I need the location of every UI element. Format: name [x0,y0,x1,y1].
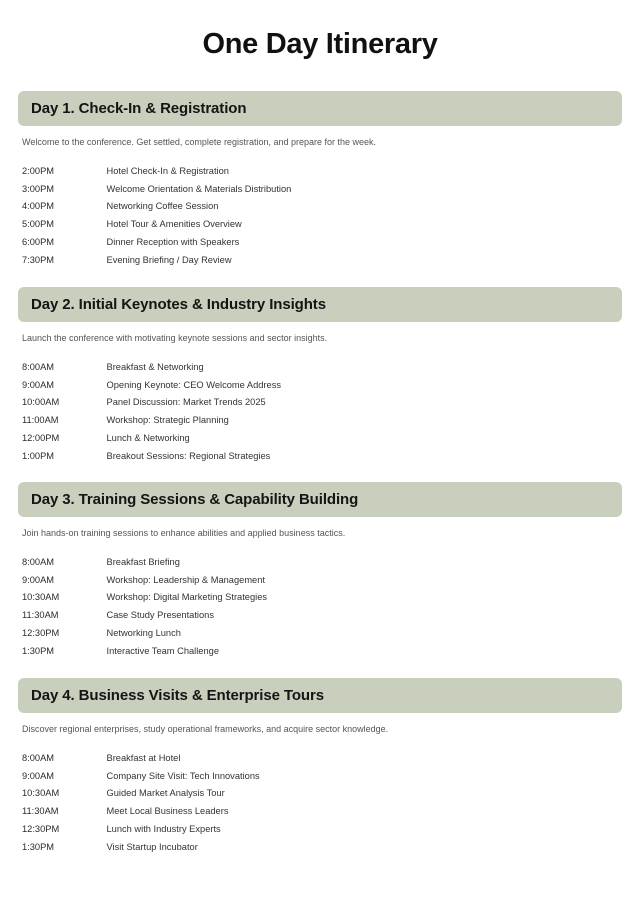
time: 11:30AM [22,806,59,817]
activity: Lunch & Networking [106,433,190,444]
activity: Workshop: Leadership & Management [106,574,265,585]
day-header [18,678,622,713]
time: 12:30PM [22,824,60,835]
day-section-3 [18,482,622,660]
time: 8:00AM [22,361,55,372]
day-section-2 [18,287,622,465]
time: 10:30AM [22,592,60,603]
time: 1:30PM [22,645,55,656]
activity: Meet Local Business Leaders [106,806,229,817]
time: 9:00AM [22,574,55,585]
day-description: Welcome to the conference. Get settled, complete registration, and prepare for the week. [22,137,377,147]
time: 2:00PM [22,165,55,176]
page-title: One Day Itinerary [202,28,438,60]
day-title: Day 2. Initial Keynotes & Industry Insights [31,296,326,313]
activity: Breakfast at Hotel [106,752,181,763]
time: 10:00AM [22,397,60,408]
schedule-row [22,447,622,465]
schedule-row [22,394,622,412]
schedule-row [22,180,622,198]
time: 8:00AM [22,556,55,567]
activity: Interactive Team Challenge [106,645,219,656]
schedule-list [18,162,622,269]
day-section-1 [18,91,622,269]
schedule-row [22,553,622,571]
day-description: Launch the conference with motivating keynote sessions and sector insights. [22,333,328,343]
time: 6:00PM [22,237,55,248]
schedule-list [18,553,622,660]
activity: Breakout Sessions: Regional Strategies [106,450,271,461]
time: 9:00AM [22,770,55,781]
activity: Lunch with Industry Experts [106,824,221,835]
activity: Case Study Presentations [106,610,214,621]
schedule-row [22,571,622,589]
time: 7:30PM [22,254,55,265]
schedule-row [22,251,622,269]
activity: Guided Market Analysis Tour [106,788,225,799]
activity: Dinner Reception with Speakers [106,237,240,248]
schedule-row [22,233,622,251]
activity: Visit Startup Incubator [106,841,198,852]
activity: Company Site Visit: Tech Innovations [106,770,260,781]
schedule-row [22,198,622,216]
schedule-row [22,215,622,233]
time: 5:00PM [22,219,55,230]
activity: Hotel Tour & Amenities Overview [106,219,242,230]
schedule-row [22,802,622,820]
time: 12:30PM [22,628,60,639]
activity: Opening Keynote: CEO Welcome Address [106,379,281,390]
activity: Workshop: Strategic Planning [106,415,229,426]
day-header [18,91,622,126]
time: 10:30AM [22,788,60,799]
schedule-row [22,624,622,642]
schedule-row [22,642,622,660]
schedule-row [22,376,622,394]
day-header [18,287,622,322]
schedule-row [22,820,622,838]
schedule-row [22,606,622,624]
schedule-row [22,589,622,607]
schedule-row [22,358,622,376]
day-description: Join hands-on training sessions to enhance abilities and applied business tactics. [22,528,346,538]
schedule-row [22,429,622,447]
day-title: Day 3. Training Sessions & Capability Building [31,491,359,508]
day-header [18,482,622,517]
activity: Welcome Orientation & Materials Distribution [106,183,292,194]
schedule-list [18,749,622,856]
schedule-row [22,162,622,180]
schedule-list [18,358,622,465]
activity: Networking Coffee Session [106,201,219,212]
activity: Networking Lunch [106,628,181,639]
time: 11:00AM [22,415,59,426]
time: 1:00PM [22,450,55,461]
time: 11:30AM [22,610,59,621]
day-section-4 [18,678,622,856]
activity: Workshop: Digital Marketing Strategies [106,592,268,603]
time: 1:30PM [22,841,55,852]
schedule-row [22,785,622,803]
activity: Panel Discussion: Market Trends 2025 [106,397,266,408]
day-title: Day 1. Check-In & Registration [31,100,247,117]
time: 9:00AM [22,379,55,390]
time: 8:00AM [22,752,55,763]
time: 3:00PM [22,183,55,194]
time: 4:00PM [22,201,55,212]
activity: Breakfast Briefing [106,556,180,567]
schedule-row [22,767,622,785]
activity: Hotel Check-In & Registration [106,165,229,176]
day-title: Day 4. Business Visits & Enterprise Tours [31,687,324,704]
schedule-row [22,749,622,767]
schedule-row [22,838,622,856]
time: 12:00PM [22,433,60,444]
activity: Breakfast & Networking [106,361,204,372]
schedule-row [22,411,622,429]
day-description: Discover regional enterprises, study operational frameworks, and acquire sector knowledge. [22,724,389,734]
activity: Evening Briefing / Day Review [106,254,232,265]
